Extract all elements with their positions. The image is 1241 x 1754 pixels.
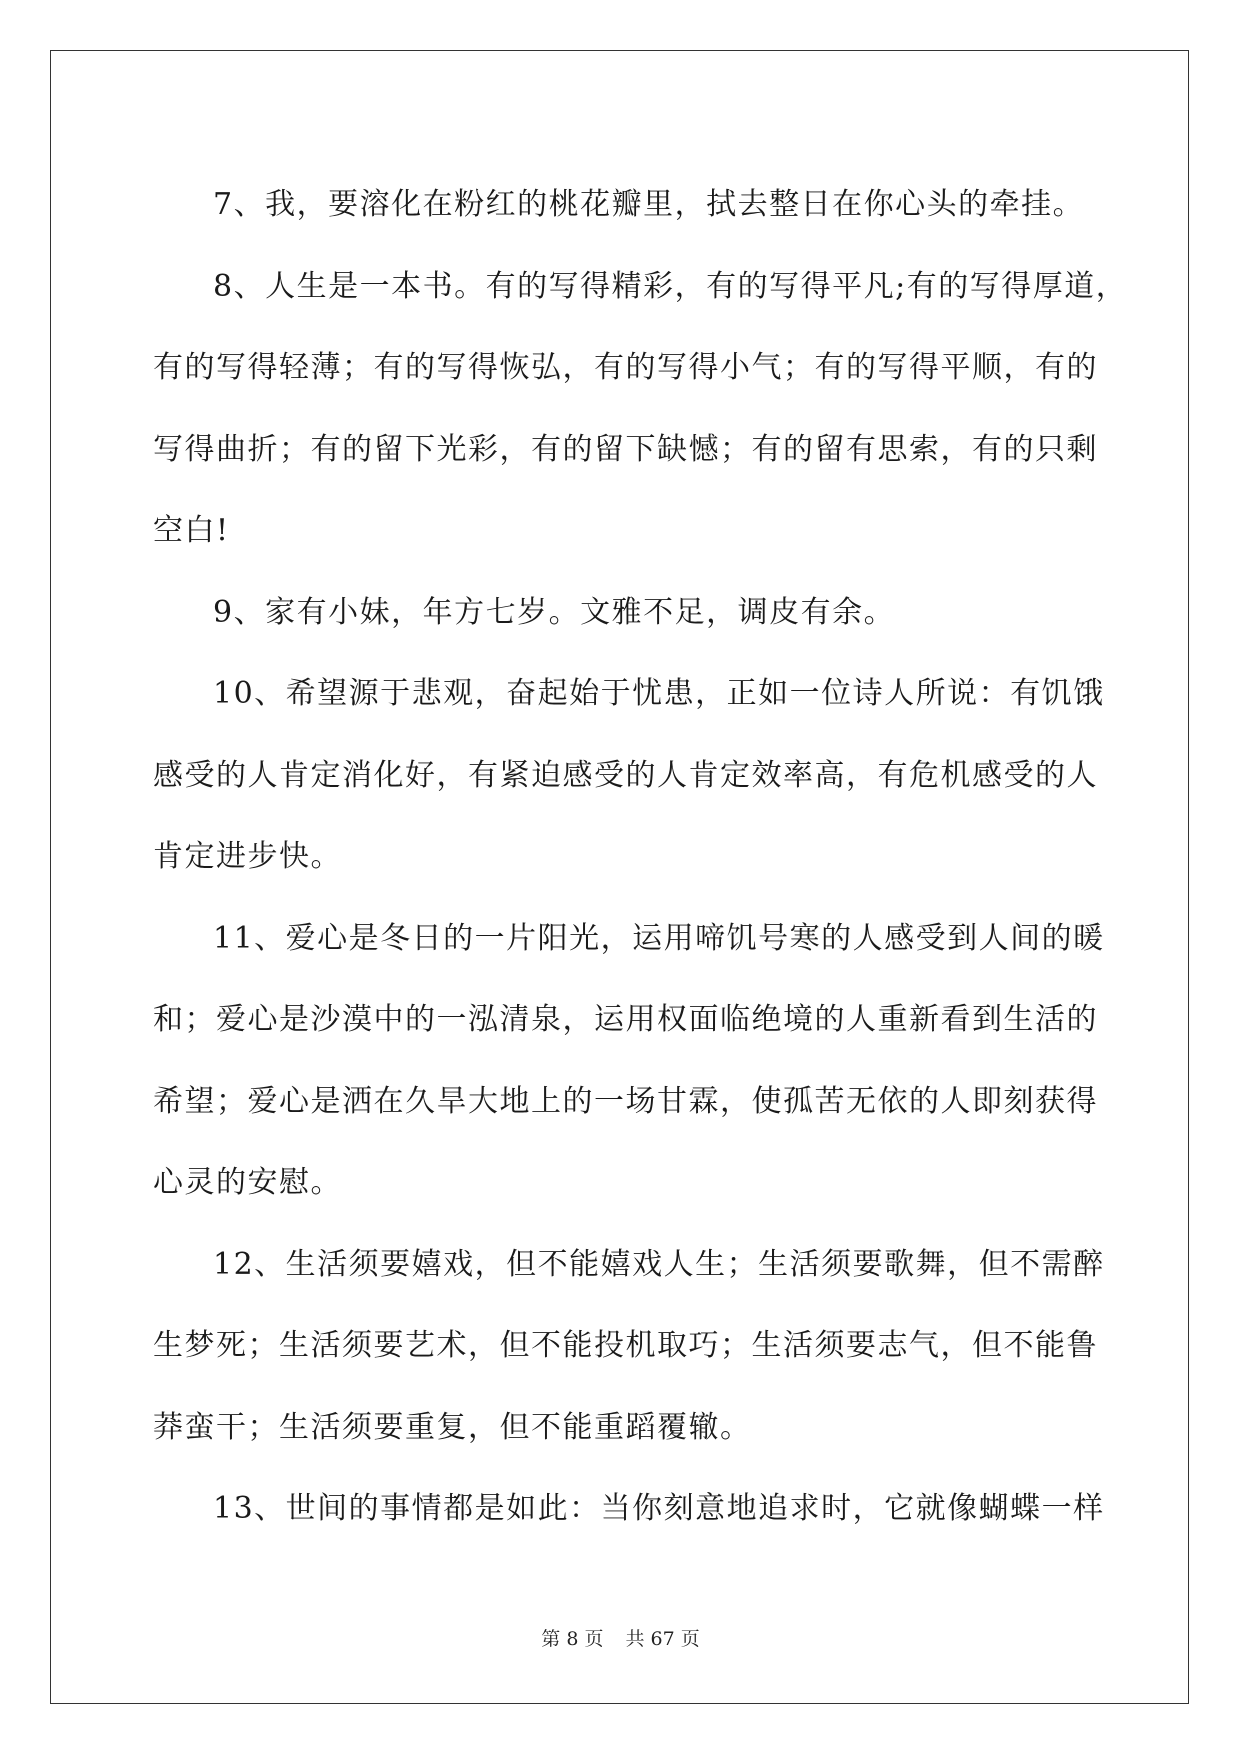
paragraph-12 xyxy=(153,1224,1133,1469)
text-line: 写得曲折；有的留下光彩，有的留下缺憾；有的留有思索，有的只剩 xyxy=(153,431,1098,467)
text-line: 空白! xyxy=(153,513,230,548)
document-body xyxy=(153,164,1133,1550)
text-line: 心灵的安慰。 xyxy=(153,1165,342,1200)
paragraph-9 xyxy=(153,572,1133,654)
text-line: 有的写得轻薄；有的写得恢弘，有的写得小气；有的写得平顺，有的 xyxy=(153,350,1098,385)
text-line: 生梦死；生活须要艺术，但不能投机取巧；生活须要志气，但不能鲁 xyxy=(153,1328,1098,1363)
paragraph-8 xyxy=(153,246,1133,572)
text-line: 7、我，要溶化在粉红的桃花瓣里，拭去整日在你心头的牵挂。 xyxy=(213,187,1085,222)
page-total: 共 67 页 xyxy=(625,1628,700,1650)
page-number: 第 8 页 xyxy=(541,1628,604,1650)
text-line: 莽蛮干；生活须要重复，但不能重蹈覆辙。 xyxy=(153,1409,752,1445)
text-line: 11、爱心是冬日的一片阳光，运用啼饥号寒的人感受到人间的暖 xyxy=(213,920,1105,956)
text-line: 和；爱心是沙漠中的一泓清泉，运用权面临绝境的人重新看到生活的 xyxy=(153,1002,1098,1037)
text-line: 8、人生是一本书。有的写得精彩，有的写得平凡;有的写得厚道， xyxy=(213,268,1128,304)
text-line: 13、世间的事情都是如此：当你刻意地追求时，它就像蝴蝶一样 xyxy=(213,1491,1105,1526)
text-line: 9、家有小妹，年方七岁。文雅不足，调皮有余。 xyxy=(213,594,896,630)
text-line: 希望；爱心是洒在久旱大地上的一场甘霖，使孤苦无依的人即刻获得 xyxy=(153,1083,1098,1119)
text-line: 12、生活须要嬉戏，但不能嬉戏人生；生活须要歌舞，但不需醉 xyxy=(213,1246,1105,1282)
paragraph-13 xyxy=(153,1468,1133,1550)
paragraph-7 xyxy=(153,164,1133,246)
page-footer xyxy=(0,1627,1241,1651)
text-line: 肯定进步快。 xyxy=(153,839,342,874)
text-line: 10、希望源于悲观，奋起始于忧患，正如一位诗人所说：有饥饿 xyxy=(213,676,1105,711)
paragraph-11 xyxy=(153,898,1133,1224)
paragraph-10 xyxy=(153,653,1133,898)
text-line: 感受的人肯定消化好，有紧迫感受的人肯定效率高，有危机感受的人 xyxy=(153,757,1098,793)
